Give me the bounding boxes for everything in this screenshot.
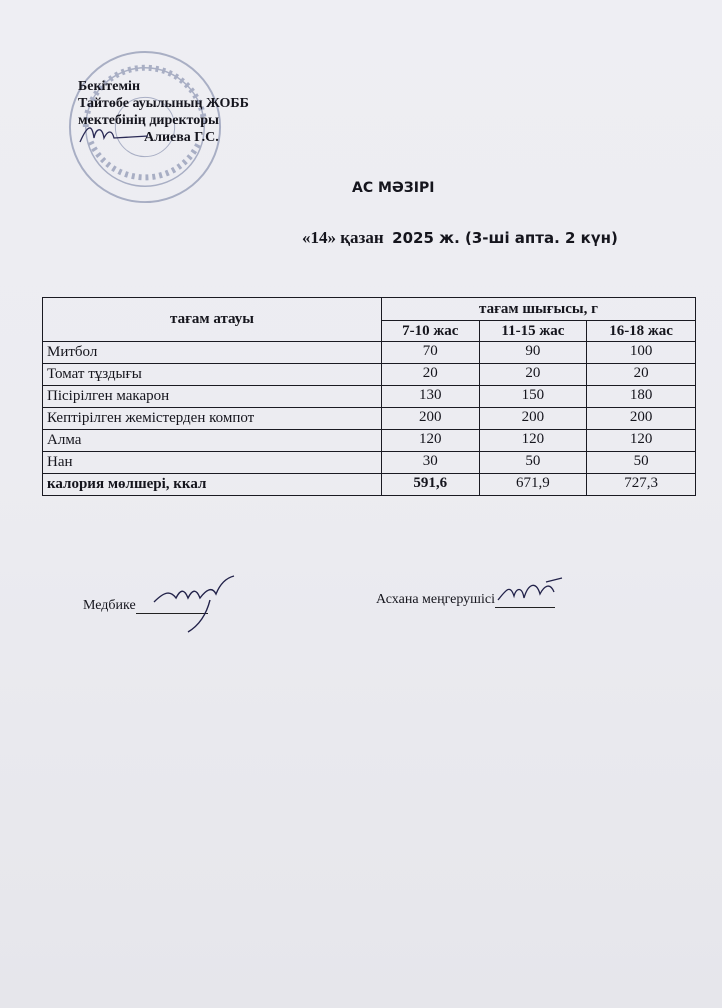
- menu-date: «14» қазан: [302, 228, 384, 247]
- dish-name: Алма: [43, 430, 382, 452]
- col-header-age: 11-15 жас: [479, 321, 587, 342]
- dish-value: 120: [479, 430, 587, 452]
- dish-value: 20: [382, 364, 480, 386]
- col-header-age: 16-18 жас: [587, 321, 696, 342]
- menu-week-day: 2025 ж. (3-ші апта. 2 күн): [392, 229, 618, 247]
- dish-value: 180: [587, 386, 696, 408]
- table-row: [43, 342, 696, 364]
- total-label: калория мөлшері, ккал: [43, 474, 382, 496]
- dish-value: 100: [587, 342, 696, 364]
- table-row: [43, 452, 696, 474]
- dish-name: Пісірілген макарон: [43, 386, 382, 408]
- table-row: [43, 364, 696, 386]
- dish-value: 120: [382, 430, 480, 452]
- approval-line1: Бекітемін: [78, 79, 141, 94]
- total-value: 591,6: [382, 474, 480, 496]
- table-row: [43, 386, 696, 408]
- dish-value: 200: [479, 408, 587, 430]
- dish-value: 130: [382, 386, 480, 408]
- dish-value: 200: [587, 408, 696, 430]
- dish-value: 90: [479, 342, 587, 364]
- col-header-group: тағам шығысы, г: [382, 298, 696, 321]
- approval-line3: мектебінің директоры: [78, 113, 219, 128]
- director-name: Алиева Г.С.: [144, 130, 219, 145]
- canteen-signature-icon: [496, 576, 566, 606]
- dish-name: Кептірілген жемістерден компот: [43, 408, 382, 430]
- dish-value: 30: [382, 452, 480, 474]
- total-value: 727,3: [587, 474, 696, 496]
- col-header-name: тағам атауы: [43, 298, 382, 342]
- total-row: [43, 474, 696, 496]
- table-row: [43, 430, 696, 452]
- dish-value: 20: [479, 364, 587, 386]
- dish-name: Нан: [43, 452, 382, 474]
- dish-name: Митбол: [43, 342, 382, 364]
- dish-value: 50: [587, 452, 696, 474]
- nurse-signature-icon: [150, 572, 238, 634]
- total-value: 671,9: [479, 474, 587, 496]
- table-row: [43, 408, 696, 430]
- dish-value: 20: [587, 364, 696, 386]
- nurse-label: Медбике: [83, 598, 136, 613]
- dish-name: Томат тұздығы: [43, 364, 382, 386]
- approval-line2: Тайтөбе ауылының ЖОББ: [78, 96, 249, 111]
- canteen-label: Асхана меңгерушісі: [376, 592, 495, 607]
- menu-table: [42, 297, 696, 496]
- dish-value: 150: [479, 386, 587, 408]
- page-subtitle: [302, 228, 618, 248]
- dish-value: 70: [382, 342, 480, 364]
- page-title: АС МӘЗІРІ: [352, 180, 435, 196]
- dish-value: 200: [382, 408, 480, 430]
- director-signature-icon: [78, 120, 150, 148]
- dish-value: 50: [479, 452, 587, 474]
- dish-value: 120: [587, 430, 696, 452]
- col-header-age: 7-10 жас: [382, 321, 480, 342]
